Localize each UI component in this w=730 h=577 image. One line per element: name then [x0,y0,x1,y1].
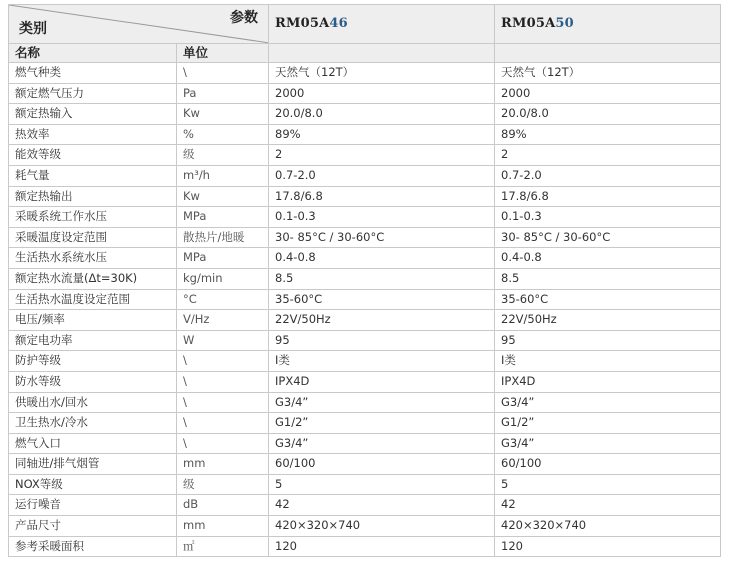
spec-unit-cell: ㎡ [177,536,269,557]
table-row [9,63,721,84]
spec-name-cell: 同轴进/排气烟管 [9,454,177,475]
model-1-value-cell: 2 [269,145,495,166]
spec-unit-cell: kg/min [177,268,269,289]
model-2-value-cell: 420×320×740 [495,516,721,537]
table-row [9,392,721,413]
model-header-1 [269,5,495,44]
spec-name-cell: 运行噪音 [9,495,177,516]
model-2-value-cell: 120 [495,536,721,557]
model-1-value-cell: G1/2” [269,413,495,434]
table-row [9,268,721,289]
spec-unit-cell: Kw [177,104,269,125]
model-header-2 [495,5,721,44]
table-row [9,474,721,495]
model-2-value-cell: 0.7-2.0 [495,165,721,186]
spec-unit-cell: mm [177,454,269,475]
model-2-value-cell: Ⅰ类 [495,351,721,372]
spec-unit-cell: 级 [177,145,269,166]
table-row [9,413,721,434]
model-2-value-cell: 2 [495,145,721,166]
model-2-value-cell: 89% [495,124,721,145]
model-1-value-cell: 20.0/8.0 [269,104,495,125]
table-row [9,536,721,557]
model-1-value-cell: G3/4” [269,433,495,454]
table-row [9,433,721,454]
model-2-value-cell: 30- 85°C / 30-60°C [495,227,721,248]
table-row [9,104,721,125]
spec-table [8,4,721,557]
spec-unit-cell: \ [177,413,269,434]
table-row [9,289,721,310]
model-1-value-cell: 0.1-0.3 [269,207,495,228]
table-row [9,330,721,351]
spec-name-cell: 额定热水流量(Δt=30K) [9,268,177,289]
spec-name-cell: 热效率 [9,124,177,145]
model-2-value-cell: 95 [495,330,721,351]
spec-unit-cell: Pa [177,83,269,104]
column-header-model-2-empty [495,44,721,63]
table-row [9,227,721,248]
model-2-value-cell: G1/2” [495,413,721,434]
table-row [9,165,721,186]
table-row [9,454,721,475]
spec-unit-cell: \ [177,63,269,84]
spec-name-cell: 防水等级 [9,371,177,392]
spec-name-cell: 耗气量 [9,165,177,186]
spec-table-container [8,4,720,557]
model-1-value-cell: 17.8/6.8 [269,186,495,207]
spec-unit-cell: MPa [177,248,269,269]
model-1-value-cell: 8.5 [269,268,495,289]
spec-unit-cell: 散热片/地暖 [177,227,269,248]
spec-unit-cell: 级 [177,474,269,495]
model-2-value-cell: 22V/50Hz [495,310,721,331]
model-2-value-cell: IPX4D [495,371,721,392]
model-2-value-cell: 42 [495,495,721,516]
spec-name-cell: 产品尺寸 [9,516,177,537]
spec-unit-cell: m³/h [177,165,269,186]
model-2-value-cell: 60/100 [495,454,721,475]
spec-unit-cell: °C [177,289,269,310]
spec-unit-cell: % [177,124,269,145]
spec-unit-cell: Kw [177,186,269,207]
spec-unit-cell: \ [177,392,269,413]
table-row [9,351,721,372]
spec-name-cell: NOX等级 [9,474,177,495]
spec-name-cell: 燃气入口 [9,433,177,454]
spec-name-cell: 采暖温度设定范围 [9,227,177,248]
model-1-value-cell: 42 [269,495,495,516]
spec-name-cell: 参考采暖面积 [9,536,177,557]
model-1-value-cell: IPX4D [269,371,495,392]
model-1-value-cell: 2000 [269,83,495,104]
column-header-model-1-empty [269,44,495,63]
header-row [9,5,721,44]
subheader-row [9,44,721,63]
spec-unit-cell: \ [177,433,269,454]
column-header-unit: 单位 [177,44,269,63]
table-row [9,516,721,537]
spec-unit-cell: \ [177,371,269,392]
model-1-value-cell: 0.7-2.0 [269,165,495,186]
spec-name-cell: 能效等级 [9,145,177,166]
model-2-value-cell: 5 [495,474,721,495]
spec-unit-cell: W [177,330,269,351]
model-2-value-cell: 8.5 [495,268,721,289]
table-row [9,371,721,392]
model-1-value-cell: 22V/50Hz [269,310,495,331]
spec-unit-cell: dB [177,495,269,516]
model-2-value-cell: G3/4” [495,392,721,413]
spec-name-cell: 额定热输出 [9,186,177,207]
model-2-value-cell: 20.0/8.0 [495,104,721,125]
model-1-value-cell: 89% [269,124,495,145]
model-1-value-cell: G3/4” [269,392,495,413]
table-row [9,207,721,228]
spec-name-cell: 防护等级 [9,351,177,372]
model-2-value-cell: 17.8/6.8 [495,186,721,207]
model-2-value-cell: 0.1-0.3 [495,207,721,228]
table-row [9,124,721,145]
spec-unit-cell: mm [177,516,269,537]
spec-unit-cell: V/Hz [177,310,269,331]
spec-name-cell: 燃气种类 [9,63,177,84]
table-row [9,495,721,516]
table-row [9,186,721,207]
model-1-value-cell: 5 [269,474,495,495]
model-1-value-cell: 天然气（12T） [269,63,495,84]
column-header-name: 名称 [9,44,177,63]
spec-name-cell: 额定燃气压力 [9,83,177,104]
model-1-suffix: 46 [329,16,348,32]
spec-name-cell: 生活热水系统水压 [9,248,177,269]
model-1-value-cell: 95 [269,330,495,351]
spec-name-cell: 供暖出水/回水 [9,392,177,413]
spec-name-cell: 电压/频率 [9,310,177,331]
model-1-value-cell: 0.4-0.8 [269,248,495,269]
table-row [9,83,721,104]
model-1-value-cell: 60/100 [269,454,495,475]
table-row [9,145,721,166]
diagonal-header-cell [9,5,269,44]
spec-name-cell: 采暖系统工作水压 [9,207,177,228]
model-1-value-cell: Ⅰ类 [269,351,495,372]
model-2-suffix: 50 [555,16,574,32]
model-2-value-cell: 2000 [495,83,721,104]
spec-unit-cell: MPa [177,207,269,228]
spec-name-cell: 额定电功率 [9,330,177,351]
spec-name-cell: 卫生热水/冷水 [9,413,177,434]
model-2-prefix: RM05A [501,16,556,32]
category-label: 类别 [19,21,47,38]
spec-name-cell: 生活热水温度设定范围 [9,289,177,310]
model-2-value-cell: 天然气（12T） [495,63,721,84]
table-row [9,310,721,331]
model-1-value-cell: 420×320×740 [269,516,495,537]
model-2-value-cell: G3/4” [495,433,721,454]
spec-unit-cell: \ [177,351,269,372]
model-2-value-cell: 35-60°C [495,289,721,310]
model-1-value-cell: 30- 85°C / 30-60°C [269,227,495,248]
model-1-value-cell: 120 [269,536,495,557]
table-row [9,248,721,269]
spec-name-cell: 额定热输入 [9,104,177,125]
model-1-value-cell: 35-60°C [269,289,495,310]
model-2-value-cell: 0.4-0.8 [495,248,721,269]
params-label: 参数 [230,10,258,26]
model-1-prefix: RM05A [275,16,330,32]
